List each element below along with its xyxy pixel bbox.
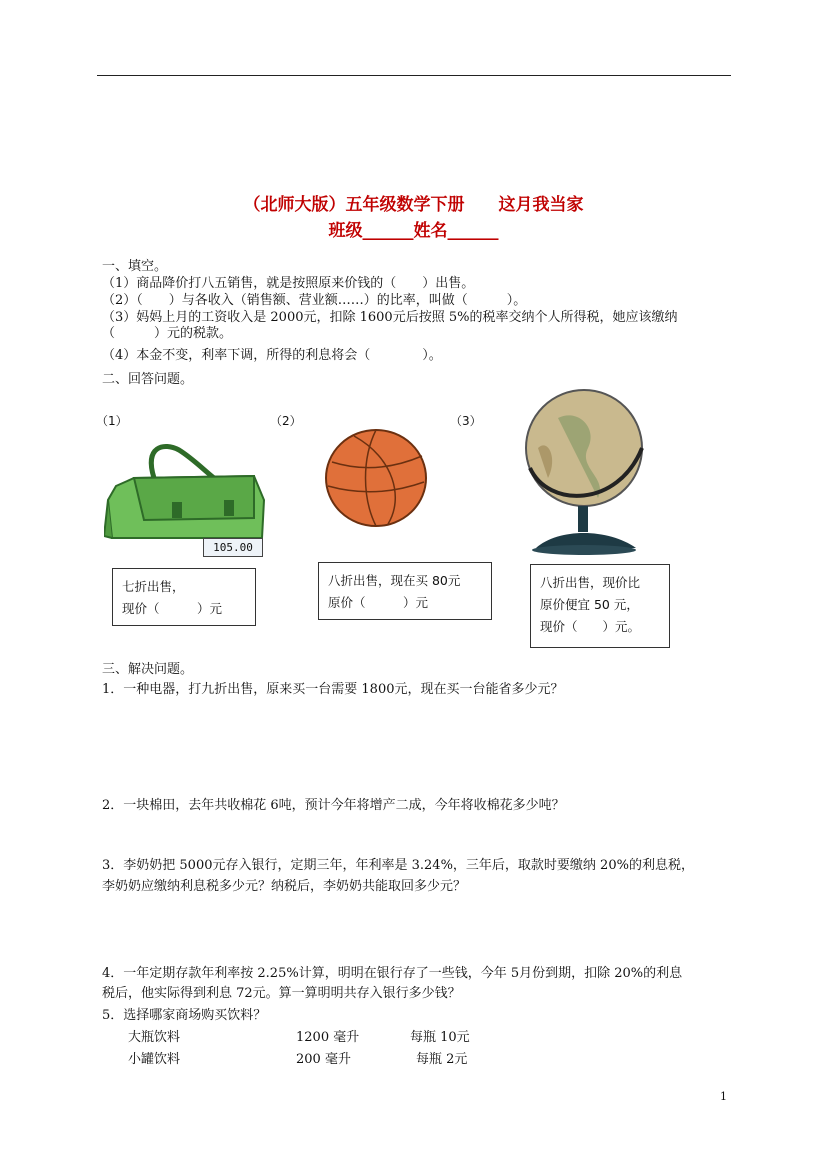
drink-1-volume: 1200 毫升 <box>296 1030 360 1045</box>
drink-1-name: 大瓶饮料 <box>128 1030 181 1045</box>
price-box-1-line-2: 现价（ ）元 <box>122 601 223 616</box>
fill-item-4: （4）本金不变，利率下调，所得的利息将会（ ）。 <box>102 348 442 363</box>
figure-label-3: （3） <box>450 414 482 428</box>
fill-item-3-cont: （ ）元的税款。 <box>102 326 233 341</box>
fill-item-1: （1）商品降价打八五销售，就是按照原来价钱的（ ）出售。 <box>102 276 475 291</box>
price-box-3-line-1: 八折出售，现价比 <box>540 575 641 590</box>
price-box-2-line-2: 原价（ ）元 <box>328 595 429 610</box>
drink-1-price: 每瓶 10元 <box>410 1030 470 1045</box>
basketball-illustration <box>324 428 428 528</box>
price-box-1 <box>112 568 256 626</box>
page-number: 1 <box>720 1090 727 1103</box>
header-rule <box>97 75 731 76</box>
price-box-3-line-2: 原价便宜 50 元， <box>540 597 639 612</box>
price-box-1-line-1: 七折出售， <box>122 579 185 594</box>
price-box-2 <box>318 562 492 620</box>
question-4-line-2: 税后，他实际得到利息 72元。算一算明明共存入银行多少钱？ <box>102 986 461 1001</box>
drink-2-name: 小罐饮料 <box>128 1052 181 1067</box>
fill-item-3: （3）妈妈上月的工资收入是 2000元，扣除 1600元后按照 5%的税率交纳个人所得税，她应该缴纳 <box>102 310 678 325</box>
price-box-3 <box>530 564 670 648</box>
globe-illustration <box>518 388 654 556</box>
section2-heading: 二、回答问题。 <box>102 372 194 387</box>
figure-label-1: （1） <box>96 414 128 428</box>
question-5: 5．选择哪家商场购买饮料？ <box>102 1008 267 1023</box>
question-1: 1．一种电器，打九折出售，原来买一台需要 1800元，现在买一台能省多少元？ <box>102 682 564 697</box>
question-4-line-1: 4．一年定期存款年利率按 2.25%计算，明明在银行存了一些钱，今年 5月份到期，扣除 20%的利息 <box>102 966 683 981</box>
figure-label-2: （2） <box>270 414 302 428</box>
page-subtitle: 班级______姓名______ <box>328 221 499 241</box>
section3-heading: 三、解决问题。 <box>102 662 194 677</box>
drink-2-price: 每瓶 2元 <box>416 1052 468 1067</box>
green-bag-illustration <box>104 440 270 544</box>
price-box-2-line-1: 八折出售，现在买 80元 <box>328 573 461 588</box>
section1-heading: 一、填空。 <box>102 259 168 274</box>
question-3-line-2: 李奶奶应缴纳利息税多少元？纳税后，李奶奶共能取回多少元？ <box>102 879 467 894</box>
price-box-3-line-3: 现价（ ）元。 <box>540 619 641 634</box>
price-tag: 105.00 <box>203 538 263 557</box>
drink-2-volume: 200 毫升 <box>296 1052 351 1067</box>
question-3-line-1: 3．李奶奶把 5000元存入银行，定期三年，年利率是 3.24%，三年后，取款时要缴纳 20%的利息税， <box>102 858 694 873</box>
page-title: （北师大版）五年级数学下册 这月我当家 <box>243 195 584 215</box>
question-2: 2．一块棉田，去年共收棉花 6吨，预计今年将增产二成，今年将收棉花多少吨？ <box>102 798 565 813</box>
fill-item-2: （2）（ ）与各收入（销售额、营业额……）的比率，叫做（ ）。 <box>102 293 527 308</box>
